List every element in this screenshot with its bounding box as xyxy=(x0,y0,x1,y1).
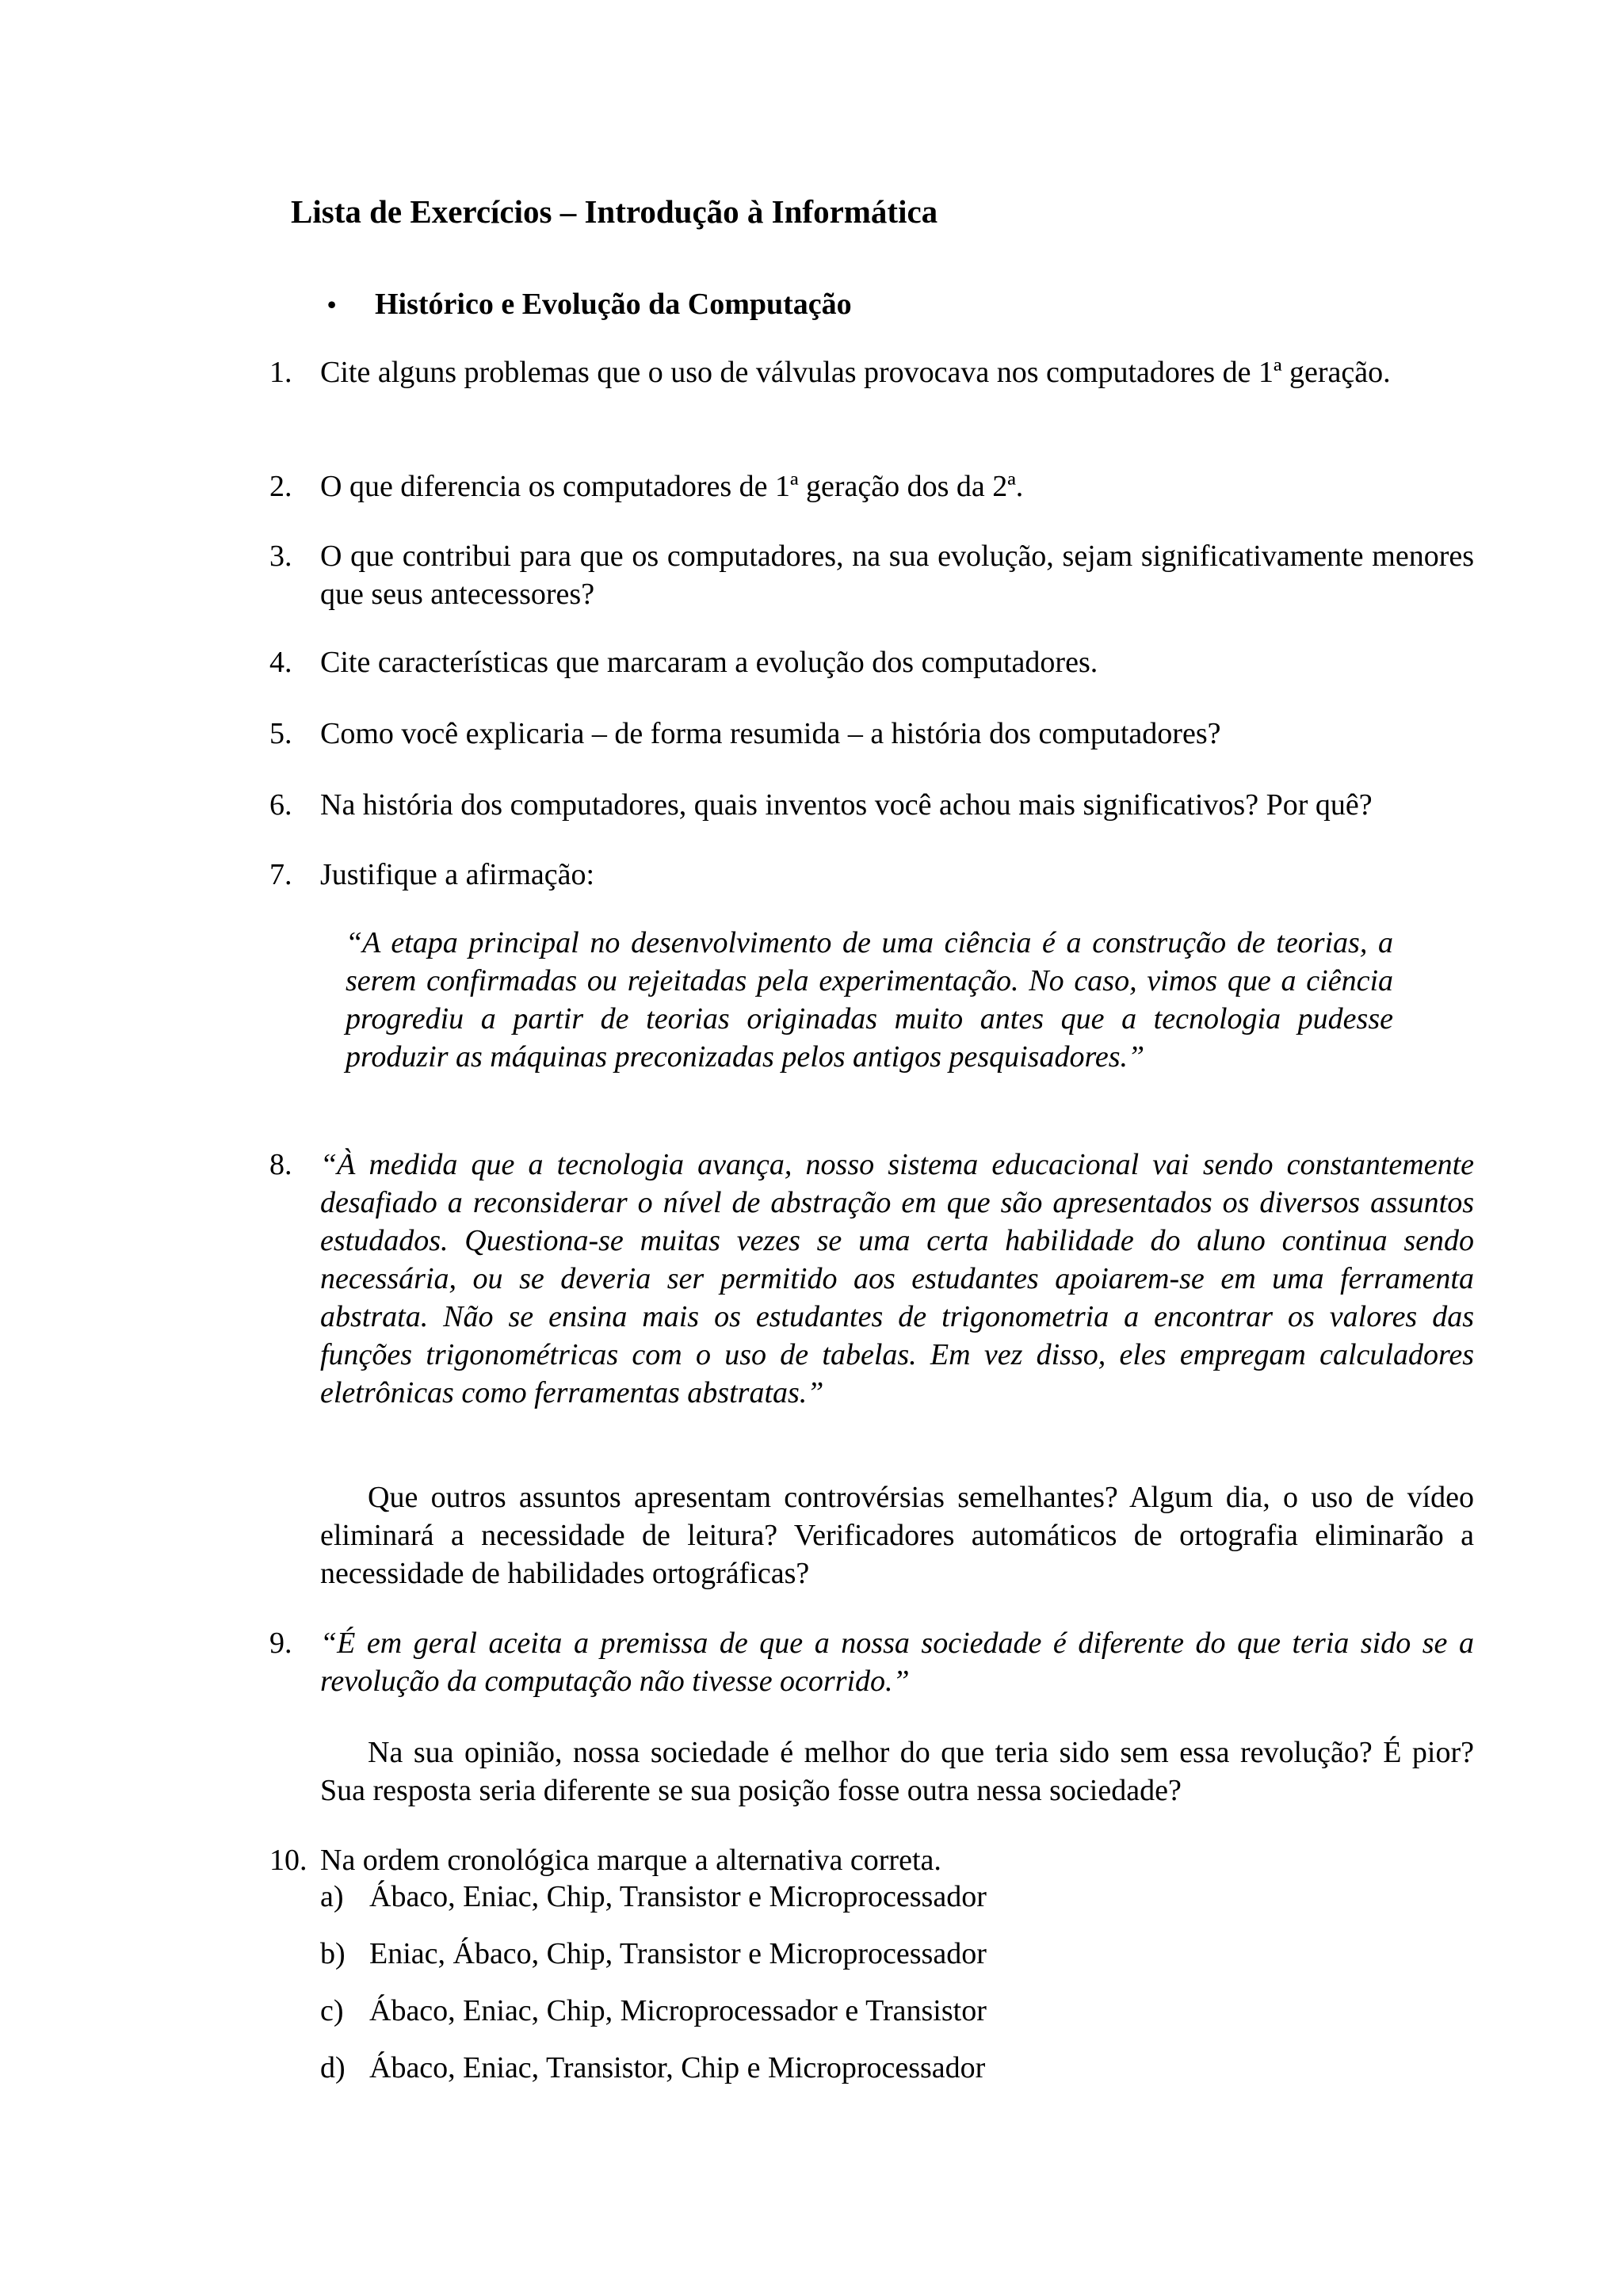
option-d xyxy=(320,2049,985,2087)
question-number: 3. xyxy=(269,540,292,573)
question-text: Justifique a afirmação: xyxy=(320,858,595,891)
question-number: 6. xyxy=(269,788,292,822)
question-text: Cite alguns problemas que o uso de válvulas provocava nos computadores de 1ª geração. xyxy=(320,356,1391,389)
option-letter: a) xyxy=(320,1880,344,1913)
option-letter: d) xyxy=(320,2051,346,2084)
option-a xyxy=(320,1878,987,1916)
section-heading xyxy=(327,285,852,323)
question-9 xyxy=(269,1624,1474,1700)
question-text: O que contribui para que os computadores, na sua evolução, sejam significativamente menores que seus antecessores? xyxy=(320,540,1474,611)
question-10 xyxy=(269,1841,1474,1879)
question-number: 10. xyxy=(269,1844,307,1877)
question-text: Na história dos computadores, quais inventos você achou mais significativos? Por quê? xyxy=(320,788,1373,822)
option-text: Ábaco, Eniac, Chip, Microprocessador e Transistor xyxy=(369,1994,987,2027)
option-text: Ábaco, Eniac, Chip, Transistor e Microprocessador xyxy=(369,1880,987,1913)
option-text: Ábaco, Eniac, Transistor, Chip e Microprocessador xyxy=(369,2051,986,2084)
question-5 xyxy=(269,715,1474,753)
question-3 xyxy=(269,537,1474,613)
question-4 xyxy=(269,643,1474,681)
question-number: 7. xyxy=(269,858,292,891)
question-number: 4. xyxy=(269,646,292,679)
option-letter: c) xyxy=(320,1994,344,2027)
question-number: 1. xyxy=(269,356,292,389)
question-text: “É em geral aceita a premissa de que a nossa sociedade é diferente do que teria sido se a revolução da computação não tivesse ocorrido.” xyxy=(320,1627,1474,1698)
question-text: O que diferencia os computadores de 1ª geração dos da 2ª. xyxy=(320,470,1024,503)
option-letter: b) xyxy=(320,1937,346,1970)
option-b xyxy=(320,1935,987,1973)
document-title: Lista de Exercícios – Introdução à Informática xyxy=(291,193,938,230)
question-number: 5. xyxy=(269,717,292,750)
option-c xyxy=(320,1992,987,2030)
question-8-followup: Que outros assuntos apresentam controvérsias semelhantes? Algum dia, o uso de vídeo eliminará a necessidade de leitura? Verificadores automáticos de ortografia eliminarão a necessidade de habilidades ortográficas? xyxy=(320,1481,1474,1590)
question-text: Como você explicaria – de forma resumida – a história dos computadores? xyxy=(320,717,1221,750)
section-heading-text: Histórico e Evolução da Computação xyxy=(375,288,852,321)
question-9-followup: Na sua opinião, nossa sociedade é melhor do que teria sido sem essa revolução? É pior? Sua resposta seria diferente se sua posição fosse outra nessa sociedade? xyxy=(320,1736,1474,1807)
question-number: 2. xyxy=(269,470,292,503)
question-text: Cite características que marcaram a evolução dos computadores. xyxy=(320,646,1098,679)
question-7 xyxy=(269,856,1474,894)
question-6 xyxy=(269,786,1474,824)
question-text: “À medida que a tecnologia avança, nosso sistema educacional vai sendo constantemente desafiado a reconsiderar o nível de abstração em que são apresentados os diversos assuntos estudados. Questiona-se muitas vezes se uma certa habilidade do aluno continua sendo necessária, ou se deveria ser permitido aos estudantes apoiarem-se em uma ferramenta abstrata. Não se ensina mais os estudantes de trigonometria a encontrar os valores das funções trigonométricas com o uso de tabelas. Em vez disso, eles empregam calculadores eletrônicas como ferramentas abstratas.” xyxy=(320,1148,1474,1409)
option-text: Eniac, Ábaco, Chip, Transistor e Microprocessador xyxy=(369,1937,987,1970)
question-8 xyxy=(269,1146,1474,1412)
bullet-icon: • xyxy=(327,290,337,318)
question-2 xyxy=(269,467,1474,505)
question-1 xyxy=(269,353,1474,391)
question-number: 9. xyxy=(269,1627,292,1660)
question-7-quote: “A etapa principal no desenvolvimento de uma ciência é a construção de teorias, a serem confirmadas ou rejeitadas pela experimentação. No caso, vimos que a ciência progrediu a partir de teorias originadas muito antes que a tecnologia pudesse produzir as máquinas preconizadas pelos antigos pesquisadores.” xyxy=(346,926,1393,1074)
question-text: Na ordem cronológica marque a alternativa correta. xyxy=(320,1844,941,1877)
question-number: 8. xyxy=(269,1148,292,1181)
